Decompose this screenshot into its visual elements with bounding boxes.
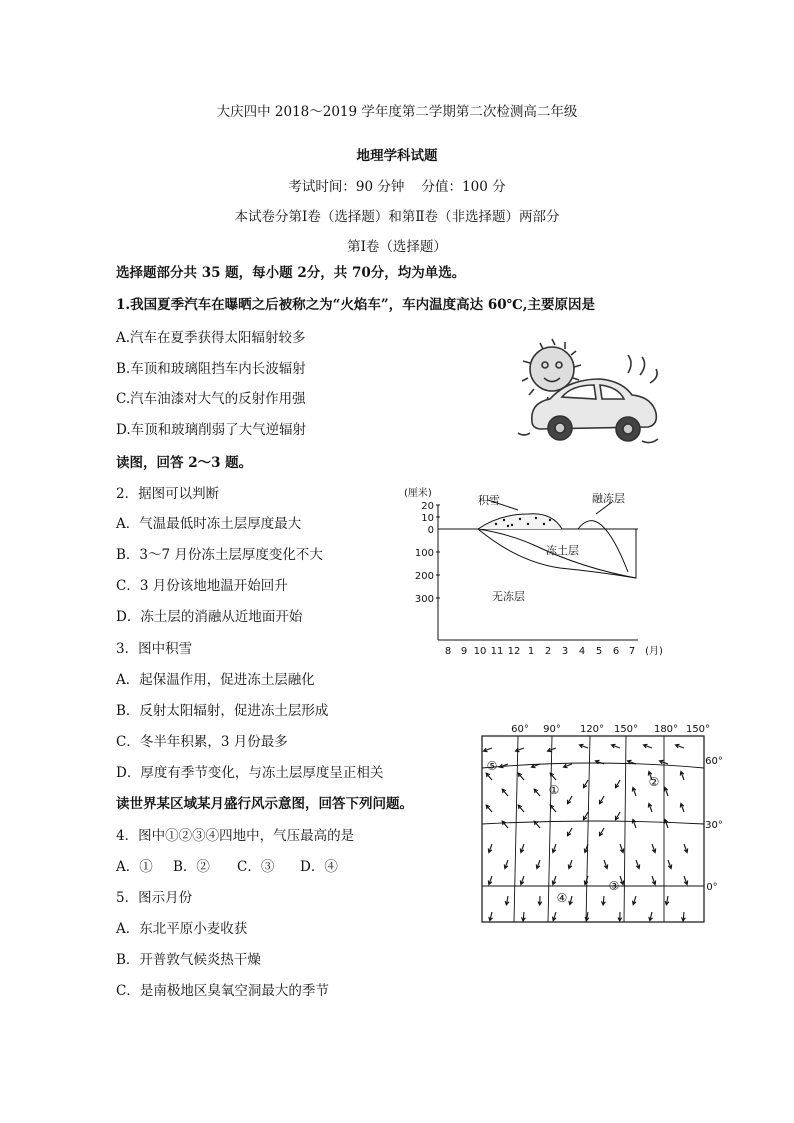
wind-arrow: [538, 896, 542, 905]
y-tick: 300: [414, 594, 434, 605]
wind-arrow: [520, 844, 524, 853]
wind-arrow: [684, 844, 688, 853]
group2-intro: 读世界某区域某月盛行风示意图，回答下列问题。: [116, 796, 413, 812]
x-tick: 6: [612, 646, 620, 657]
wind-arrow: [633, 896, 637, 905]
wind-arrow: [682, 912, 686, 921]
wind-arrow: [486, 805, 492, 812]
wind-arrow: [584, 812, 589, 820]
y-tick: 20: [421, 501, 434, 512]
wind-arrow: [680, 772, 684, 781]
q4-stem: 4．图中①②③④四地中，气压最高的是: [116, 828, 355, 844]
wind-arrow: [665, 896, 669, 905]
x-tick: 10: [473, 646, 487, 657]
wind-arrow: [584, 780, 589, 788]
wind-arrow: [568, 828, 573, 836]
wind-arrow: [616, 812, 621, 820]
label-unfrozen: 无冻层: [492, 590, 525, 603]
group1-intro: 读图，回答 2～3 题。: [116, 455, 253, 471]
wind-arrow: [600, 828, 605, 836]
wind-arrow: [649, 912, 653, 921]
x-tick: 2: [544, 646, 552, 657]
y-unit: (厘米): [404, 488, 432, 499]
marker-3: ③: [608, 879, 620, 893]
wind-arrow: [684, 876, 688, 885]
q4-option-c: C．③: [237, 859, 275, 875]
wind-arrow: [648, 804, 652, 813]
subject-title: 地理学科试题: [356, 148, 438, 164]
marker-5: ⑤: [486, 759, 498, 773]
wind-arrow: [668, 860, 672, 869]
instructions: 选择题部分共 35 题，每小题 2分，共 70分，均为单选。: [116, 265, 466, 281]
q1-option-d: D.车顶和玻璃削弱了大气逆辐射: [116, 422, 307, 438]
wind-arrow: [522, 912, 526, 921]
q3-option-c: C．冬半年积累，3 月份最多: [116, 734, 288, 750]
x-tick: 4: [578, 646, 586, 657]
marker-2: ②: [648, 775, 660, 789]
wind-arrow: [502, 789, 508, 796]
wind-arrow: [516, 748, 525, 752]
wind-arrow: [520, 876, 524, 885]
lon-label: 120°: [579, 724, 605, 735]
x-tick: 12: [507, 646, 521, 657]
x-tick: 9: [460, 646, 468, 657]
q2-stem: 2．据图可以判断: [116, 486, 220, 502]
lon-label: 150°: [685, 724, 711, 735]
x-unit: (月): [645, 646, 663, 657]
lat-label: 30°: [705, 820, 723, 831]
wind-arrow: [602, 896, 606, 905]
wind-arrow: [680, 804, 684, 813]
wind-arrow: [652, 876, 656, 885]
wind-arrow: [488, 876, 492, 885]
wind-arrow: [580, 744, 589, 748]
wind-arrow: [616, 780, 621, 788]
wind-arrow: [664, 788, 668, 797]
wind-arrow: [652, 844, 656, 853]
lat-label: 0°: [706, 882, 718, 893]
wind-arrow: [612, 744, 621, 748]
q1-option-b: B.车顶和玻璃阻挡车内长波辐射: [116, 361, 306, 377]
x-tick: 7: [628, 646, 636, 657]
wind-arrow: [632, 820, 636, 829]
wind-arrow: [505, 896, 509, 905]
label-snow: 积雪: [478, 494, 500, 507]
lon-label: 180°: [653, 724, 679, 735]
wind-arrow: [636, 860, 640, 869]
q5-option-c: C．是南极地区臭氧空洞最大的季节: [116, 983, 329, 999]
wind-arrow: [664, 820, 668, 829]
marker-1: ①: [548, 783, 560, 797]
q1-option-a: A.汽车在夏季获得太阳辐射较多: [116, 330, 306, 346]
wind-arrow: [600, 796, 605, 804]
wind-arrow: [552, 876, 556, 885]
q1-option-c: C.汽车油漆对大气的反射作用强: [116, 391, 306, 407]
wind-arrow: [564, 764, 573, 768]
wind-arrow: [569, 896, 573, 905]
wind-arrow: [632, 788, 636, 797]
wind-arrow: [484, 748, 493, 752]
wind-arrow: [604, 860, 608, 869]
q3-stem: 3．图中积雪: [116, 641, 193, 657]
wind-arrow: [518, 773, 524, 780]
parts-note: 本试卷分第Ⅰ卷（选择题）和第Ⅱ卷（非选择题）两部分: [234, 209, 560, 225]
q2-option-d: D．冻土层的消融从近地面开始: [116, 609, 303, 625]
x-tick: 3: [561, 646, 569, 657]
wind-arrow: [536, 860, 540, 869]
wind-arrow: [488, 844, 492, 853]
wind-arrow: [489, 912, 493, 921]
part1-title: 第Ⅰ卷（选择题）: [347, 239, 447, 255]
wind-arrow: [584, 876, 588, 885]
lat-label: 60°: [705, 756, 723, 767]
wind-arrow: [553, 912, 557, 921]
lon-label: 150°: [613, 724, 639, 735]
wind-arrow: [620, 844, 624, 853]
wind-arrow: [502, 821, 508, 828]
q3-option-b: B．反射太阳辐射，促进冻土层形成: [116, 703, 329, 719]
y-tick: 100: [414, 548, 434, 559]
wind-arrow: [568, 796, 573, 804]
hot-car-illustration: [510, 333, 670, 448]
q2-option-a: A．气温最低时冻土层厚度最大: [116, 516, 302, 532]
x-tick: 1: [527, 646, 535, 657]
q3-option-a: A．起保温作用，促进冻土层融化: [116, 672, 315, 688]
x-tick: 5: [595, 646, 603, 657]
y-tick: 0: [427, 525, 434, 536]
q4-option-a: A．①: [116, 859, 153, 875]
frozen-soil-diagram: [400, 482, 670, 662]
wind-arrow: [568, 860, 572, 869]
wind-arrow: [486, 773, 492, 780]
lon-label: 90°: [543, 724, 561, 735]
label-frozen: 冻土层: [546, 544, 579, 557]
wind-arrow: [676, 744, 685, 748]
q5-stem: 5．图示月份: [116, 890, 193, 906]
school-title: 大庆四中 2018～2019 学年度第二学期第二次检测高二年级: [216, 104, 578, 120]
wind-arrow: [620, 876, 624, 885]
wind-arrows: [484, 744, 688, 921]
wind-arrow: [550, 805, 556, 812]
x-tick: 8: [444, 646, 452, 657]
lon-label: 60°: [511, 724, 529, 735]
q5-option-a: A．东北平原小麦收获: [116, 921, 248, 937]
x-tick: 11: [490, 646, 504, 657]
wind-arrow: [552, 844, 556, 853]
marker-4: ④: [556, 891, 568, 905]
y-tick: 200: [414, 571, 434, 582]
prevailing-wind-map: [478, 720, 728, 925]
wind-arrow: [618, 912, 622, 921]
q2-option-b: B．3～7 月份冻土层厚度变化不大: [116, 547, 323, 563]
wind-arrow: [518, 805, 524, 812]
wind-arrow: [534, 789, 540, 796]
q3-option-d: D．厚度有季节变化，与冻土层厚度呈正相关: [116, 765, 384, 781]
q2-option-c: C．3 月份该地地温开始回升: [116, 578, 288, 594]
wind-arrow: [644, 744, 653, 748]
q4-option-b: B．②: [173, 859, 210, 875]
q4-option-d: D．④: [300, 859, 338, 875]
exam-info: 考试时间：90 分钟 分值：100 分: [288, 179, 506, 195]
wind-arrow: [504, 860, 508, 869]
label-thaw: 融冻层: [592, 492, 625, 505]
q5-option-b: B．开普敦气候炎热干燥: [116, 952, 261, 968]
y-tick: 10: [421, 513, 434, 524]
q1-stem: 1.我国夏季汽车在曝晒之后被称之为“火焰车”，车内温度高达 60℃,主要原因是: [116, 297, 595, 313]
